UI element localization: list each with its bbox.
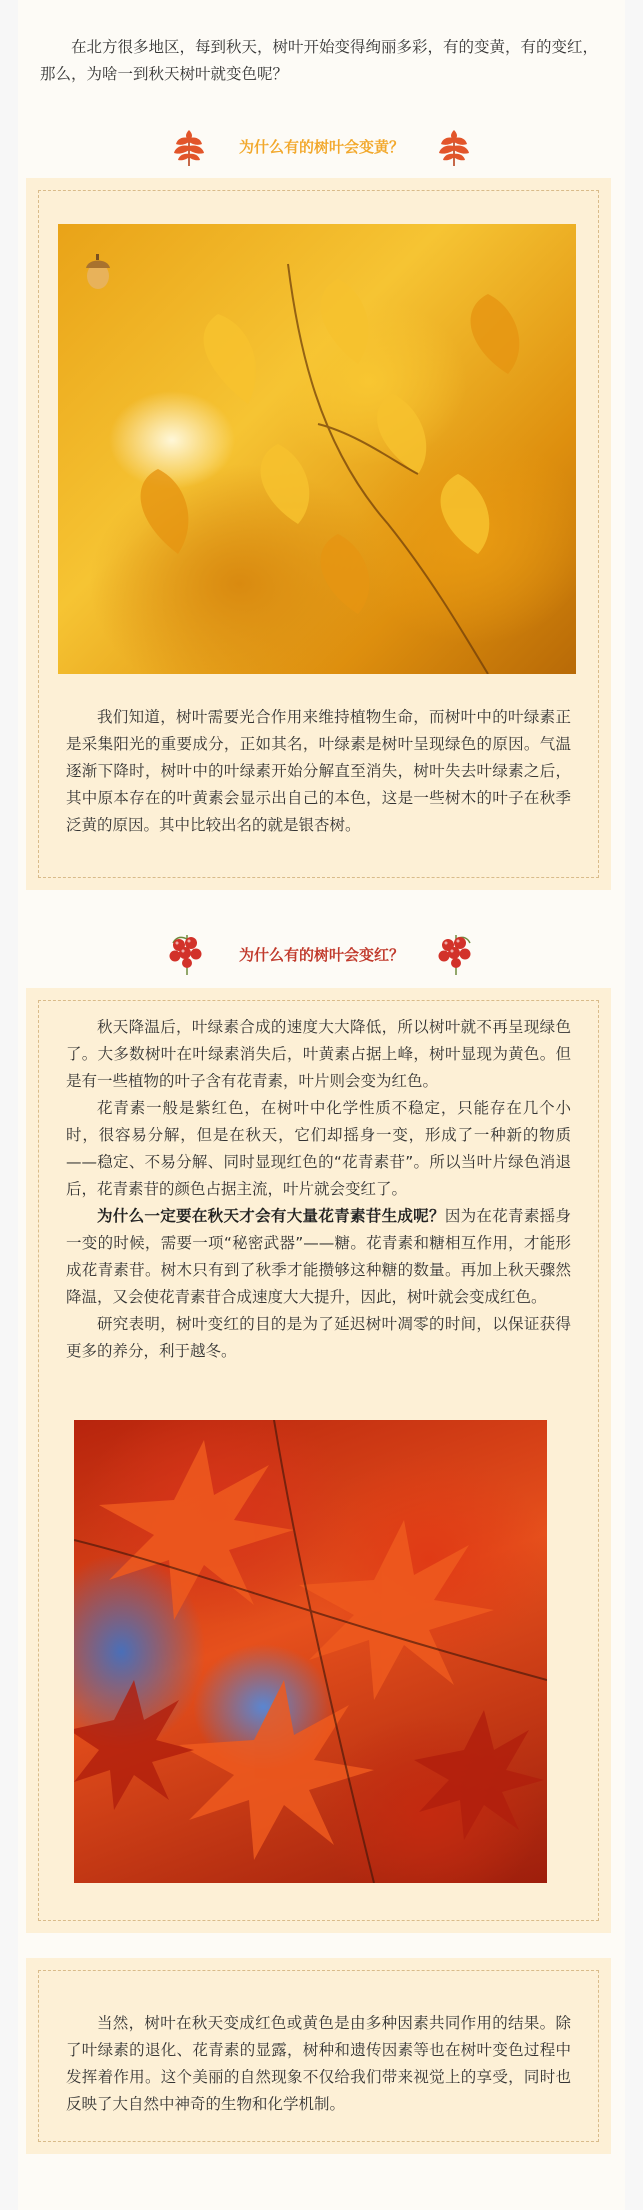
section2-paragraph-2: 花青素一般是紫红色，在树叶中化学性质不稳定，只能存在几个小时，很容易分解，但是在秋天，它们却摇身一变，形成了一种新的物质——稳定、不易分解、同时显现红色的“花青素苷”。所以当叶片绿色消退后，花青素苷的颜色占据主流，叶片就会变红了。 [66, 1099, 571, 1198]
red-berries-icon [434, 929, 478, 979]
autumn-leaf-icon [434, 124, 474, 168]
intro-paragraph: 在北方很多地区，每到秋天，树叶开始变得绚丽多彩，有的变黄，有的变红，那么，为啥一到秋天树叶就变色呢？ [40, 38, 599, 83]
section2-paragraph-4: 研究表明，树叶变红的目的是为了延迟树叶凋零的时间，以保证获得更多的养分，利于越冬。 [66, 1315, 571, 1360]
section3-card [26, 1958, 611, 2154]
red-berries-icon [165, 929, 209, 979]
section2-heading-row [18, 924, 625, 984]
acorn-icon [86, 254, 110, 289]
section2-card [26, 988, 611, 1933]
article-page [18, 0, 625, 2210]
ginkgo-leaves-photo [58, 224, 576, 674]
section1-heading: 为什么有的树叶会变黄？ [238, 137, 404, 156]
autumn-leaf-icon [169, 124, 209, 168]
section2-paragraph-3 [66, 1203, 571, 1311]
section2-paragraph-3-rest: 因为在花青素摇身一变的时候，需要一项“秘密武器”——糖。花青素和糖相互作用，才能形成花青素苷。树木只有到了秋季才能攒够这种糖的数量。再加上秋天骤然降温，又会使花青素苷合成速度大大提升，因此，树叶就会变成红色。 [66, 1207, 571, 1306]
section1-heading-row [18, 116, 625, 176]
red-maple-leaves-photo [74, 1420, 547, 1883]
section1-text: 我们知道，树叶需要光合作用来维持植物生命，而树叶中的叶绿素正是采集阳光的重要成分，正如其名，叶绿素是树叶呈现绿色的原因。气温逐渐下降时，树叶中的叶绿素开始分解直至消失，树叶失去叶绿素之后，其中原本存在的叶黄素会显示出自己的本色，这是一些树木的叶子在秋季泛黄的原因。其中比较出名的就是银杏树。 [66, 708, 571, 834]
section2-bold-question: 为什么一定要在秋天才会有大量花青素苷生成呢？ [97, 1207, 445, 1225]
section2-paragraph-1: 秋天降温后，叶绿素合成的速度大大降低，所以树叶就不再呈现绿色了。大多数树叶在叶绿素消失后，叶黄素占据上峰，树叶显现为黄色。但是有一些植物的叶子含有花青素，叶片则会变为红色。 [66, 1018, 571, 1090]
section3-text: 当然，树叶在秋天变成红色或黄色是由多种因素共同作用的结果。除了叶绿素的退化、花青素的显露，树种和遗传因素等也在树叶变色过程中发挥着作用。这个美丽的自然现象不仅给我们带来视觉上的享受，同时也反映了大自然中神奇的生物和化学机制。 [66, 2014, 571, 2113]
section1-card [26, 178, 611, 890]
section2-heading: 为什么有的树叶会变红？ [238, 945, 404, 964]
section2-text [66, 1014, 571, 1365]
